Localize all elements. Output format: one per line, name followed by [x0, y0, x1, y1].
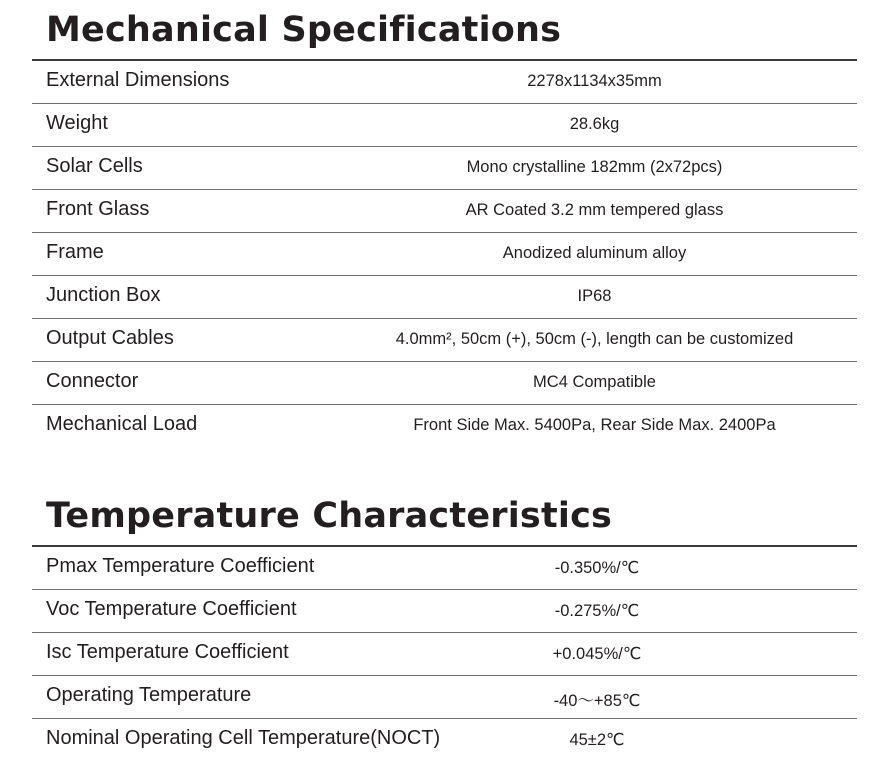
spec-value: Anodized aluminum alloy [502, 244, 687, 262]
spec-label: Output Cables [46, 327, 174, 349]
spec-value: 2278x1134x35mm [527, 72, 662, 90]
spec-label: Frame [46, 241, 104, 263]
temperature-characteristics-title: Temperature Characteristics [46, 496, 613, 536]
spec-row-junction-box [32, 276, 857, 319]
temp-label: Voc Temperature Coefficient [46, 598, 297, 620]
temp-row-voc-coefficient [32, 590, 857, 633]
spec-label: Junction Box [46, 284, 161, 306]
spec-row-connector [32, 362, 857, 405]
spec-label: Solar Cells [46, 155, 143, 177]
spec-label: Weight [46, 112, 108, 134]
spec-label: Mechanical Load [46, 413, 198, 435]
spec-value: 28.6kg [569, 115, 620, 133]
temp-value: -0.275%/℃ [554, 602, 640, 620]
spec-value: 4.0mm², 50cm (+), 50cm (-), length can be customized [395, 330, 794, 348]
spec-row-external-dimensions [32, 61, 857, 104]
spec-row-output-cables [32, 319, 857, 362]
spec-row-frame [32, 233, 857, 276]
mechanical-specifications-title: Mechanical Specifications [46, 10, 562, 50]
spec-row-front-glass [32, 190, 857, 233]
temp-value: -40～+85℃ [553, 692, 641, 710]
spec-value: MC4 Compatible [533, 373, 656, 391]
temp-label: Pmax Temperature Coefficient [46, 555, 315, 577]
temp-row-noct [32, 719, 857, 762]
spec-label: External Dimensions [46, 69, 230, 91]
spec-row-mechanical-load [32, 405, 857, 448]
spec-value: Mono crystalline 182mm (2x72pcs) [466, 158, 723, 176]
spec-row-weight [32, 104, 857, 147]
spec-value: IP68 [577, 287, 612, 305]
temp-label: Nominal Operating Cell Temperature(NOCT) [46, 727, 441, 749]
temp-row-operating-temperature [32, 676, 857, 719]
spec-label: Front Glass [46, 198, 150, 220]
temp-value: +0.045%/℃ [552, 645, 642, 663]
spec-row-solar-cells [32, 147, 857, 190]
temp-row-isc-coefficient [32, 633, 857, 676]
temp-label: Operating Temperature [46, 684, 252, 706]
temp-label: Isc Temperature Coefficient [46, 641, 289, 663]
spec-value: AR Coated 3.2 mm tempered glass [465, 201, 724, 219]
temp-value: -0.350%/℃ [554, 559, 640, 577]
spec-label: Connector [46, 370, 139, 392]
temp-row-pmax-coefficient [32, 547, 857, 590]
spec-value: Front Side Max. 5400Pa, Rear Side Max. 2400Pa [413, 416, 776, 434]
temp-value: 45±2℃ [569, 731, 625, 749]
